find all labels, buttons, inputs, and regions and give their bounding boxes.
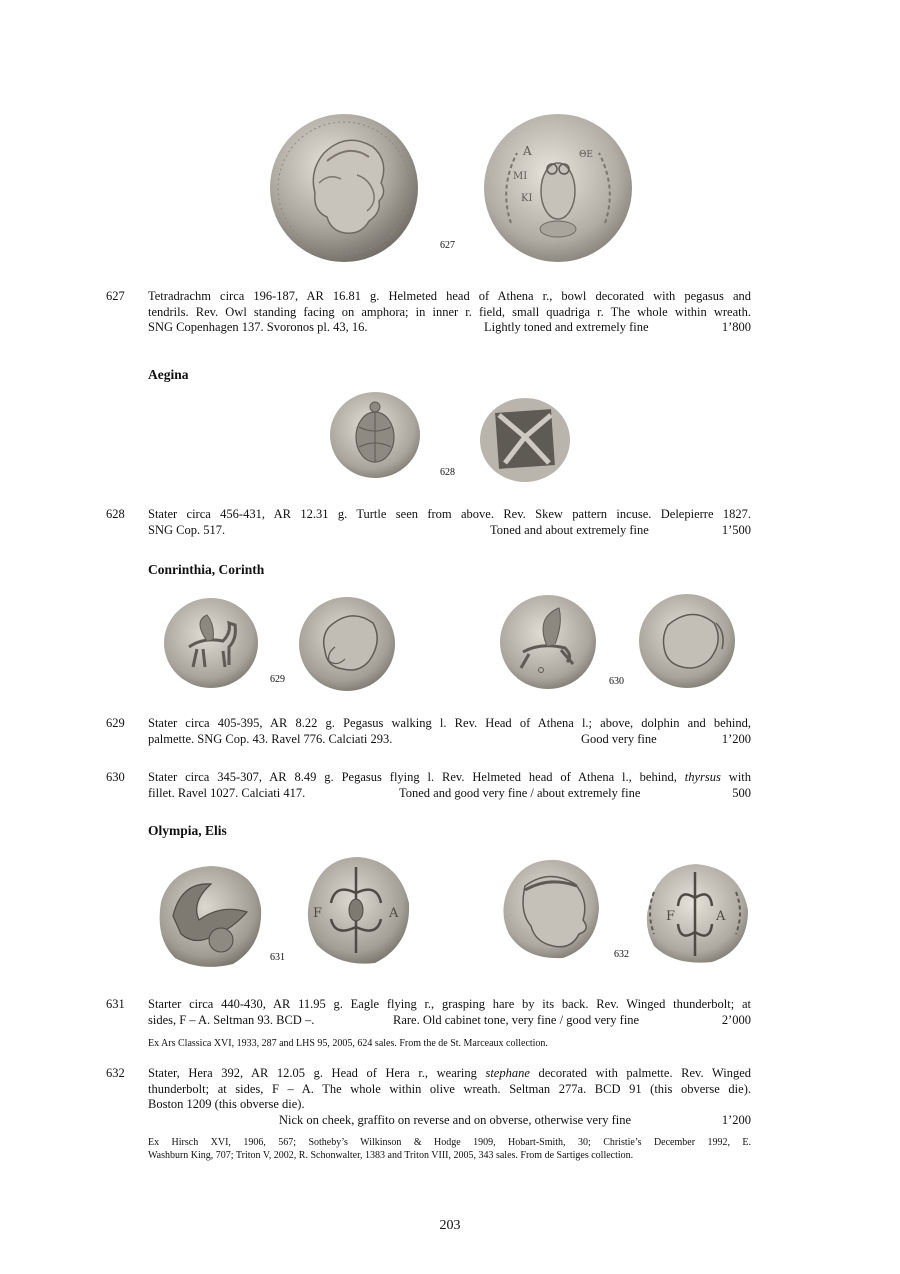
lot-number-630: 630 — [106, 770, 125, 784]
lot-632-line-1-text: Stater, Hera 392, AR 12.05 g. Head of Hera r., wearing — [148, 1066, 477, 1080]
lot-631-condition: Rare. Old cabinet tone, very fine / good very fine — [393, 1012, 640, 1027]
lot-627-line-2: tendrils. Rev. Owl standing facing on amphora; in inner r. field, small quadriga r. The whole within wreath. — [148, 304, 751, 319]
lot-628-condition: Toned and about extremely fine — [490, 522, 649, 537]
lot-628-price: 1’500 — [721, 522, 751, 537]
lot-632-line-2: thunderbolt; at sides, F – A. The whole within olive wreath. Seltman 277a. BCD 91 (this obverse die). — [148, 1081, 751, 1096]
coin-627-reverse-image — [483, 113, 633, 263]
lot-631-description — [148, 997, 751, 1028]
lot-632-line-3: Boston 1209 (this obverse die). — [148, 1097, 305, 1111]
lot-632-provenance — [148, 1136, 751, 1162]
figure-label-632: 632 — [614, 949, 629, 960]
lot-629-line-2: palmette. SNG Cop. 43. Ravel 776. Calciati 293. — [148, 731, 393, 746]
owl-inscription-mid: ΜΙ — [513, 171, 528, 182]
lot-632-price: 1’200 — [721, 1112, 751, 1127]
coin-629-reverse-image — [299, 597, 396, 692]
figure-label-630: 630 — [609, 676, 624, 687]
lot-632-description — [148, 1066, 751, 1128]
lot-629-line-1: Stater circa 405-395, AR 8.22 g. Pegasus walking l. Rev. Head of Athena l.; above, dolphin and behind, — [148, 716, 751, 730]
coin-630-obverse-image — [499, 594, 597, 690]
lot-630-description — [148, 770, 751, 801]
lot-629-description — [148, 716, 751, 747]
coin-627-obverse-image — [269, 113, 419, 263]
lot-627-line-1: Tetradrachm circa 196-187, AR 16.81 g. Helmeted head of Athena r., bowl decorated with pegasus and — [148, 289, 751, 303]
heading-aegina: Aegina — [148, 367, 189, 382]
lot-630-line-1-end: with — [728, 770, 752, 784]
lot-627-line-3: SNG Copenhagen 137. Svoronos pl. 43, 16. — [148, 320, 368, 334]
lot-629-condition: Good very fine — [581, 731, 657, 746]
heading-corinth: Conrinthia, Corinth — [148, 562, 265, 577]
lot-631-line-1: Starter circa 440-430, AR 11.95 g. Eagle flying r., grasping hare by its back. Rev. Winged thunderbolt; at — [148, 997, 751, 1011]
figure-label-627: 627 — [440, 240, 455, 251]
lot-630-line-1-text: Stater circa 345-307, AR 8.49 g. Pegasus flying l. Rev. Helmeted head of Athena l., behind, — [148, 770, 677, 784]
lot-629-price: 1’200 — [721, 731, 751, 746]
lot-628-line-2: SNG Cop. 517. — [148, 522, 226, 537]
lot-627-price: 1’800 — [721, 320, 751, 334]
owl-inscription-right: ΘΕ — [579, 150, 593, 160]
page-number: 203 — [439, 1218, 461, 1233]
lot-627-condition: Lightly toned and extremely fine — [484, 320, 649, 334]
elis-631-inscription-right: Α — [389, 906, 399, 921]
lot-632-condition: Nick on cheek, graffito on reverse and on obverse, otherwise very fine — [279, 1112, 632, 1127]
coin-632-obverse-image — [499, 856, 603, 960]
lot-number-628: 628 — [106, 507, 125, 521]
lot-627-description — [148, 289, 751, 336]
owl-inscription-left: Α — [523, 144, 532, 158]
coin-631-obverse-image — [151, 862, 265, 970]
coin-630-reverse-image — [638, 593, 736, 689]
lot-630-thyrsus: thyrsus — [684, 770, 721, 784]
lot-632-line-1-end: decorated with palmette. Rev. Winged — [538, 1066, 752, 1080]
lot-628-line-1: Stater circa 456-431, AR 12.31 g. Turtle seen from above. Rev. Skew pattern incuse. Delepierre 1827. — [148, 507, 751, 521]
coin-629-obverse-image — [163, 597, 259, 689]
lot-630-line-1 — [148, 770, 751, 786]
owl-inscription-low: ΚΙ — [521, 193, 533, 204]
coin-628-obverse-image — [329, 391, 421, 479]
elis-632-inscription-left: F — [666, 909, 676, 924]
lot-632-line-1 — [148, 1066, 751, 1082]
lot-631-provenance: Ex Ars Classica XVI, 1933, 287 and LHS 95, 2005, 624 sales. From the de St. Marceaux collection. — [148, 1038, 548, 1049]
lot-number-631: 631 — [106, 997, 125, 1011]
heading-olympia: Olympia, Elis — [148, 823, 227, 838]
figure-label-631: 631 — [270, 952, 285, 963]
lot-number-632: 632 — [106, 1066, 125, 1080]
lot-631-line-2: sides, F – A. Seltman 93. BCD –. — [148, 1012, 315, 1027]
coin-628-reverse-image — [479, 397, 571, 483]
elis-632-inscription-right: Α — [716, 909, 726, 924]
lot-630-price: 500 — [732, 785, 751, 800]
figure-label-628: 628 — [440, 467, 455, 478]
lot-628-description — [148, 507, 751, 538]
coin-632-reverse-image — [640, 862, 750, 965]
lot-632-stephane: stephane — [485, 1066, 530, 1080]
lot-630-line-2: fillet. Ravel 1027. Calciati 417. — [148, 785, 306, 800]
lot-631-price: 2’000 — [721, 1012, 751, 1027]
lot-632-provenance-line-1: Ex Hirsch XVI, 1906, 567; Sotheby’s Wilkinson & Hodge 1909, Hobart-Smith, 30; Christie’s December 1992, E. — [148, 1137, 751, 1148]
lot-number-627: 627 — [106, 289, 125, 303]
figure-label-629: 629 — [270, 674, 285, 685]
elis-631-inscription-left: F — [313, 906, 323, 921]
lot-630-condition: Toned and good very fine / about extremely fine — [399, 785, 641, 800]
lot-number-629: 629 — [106, 716, 125, 730]
coin-631-reverse-image — [299, 853, 413, 968]
lot-632-provenance-line-2: Washburn King, 707; Triton V, 2002, R. Schonwalter, 1383 and Triton VIII, 2005, 343 sales. From de Sartiges collection. — [148, 1150, 634, 1161]
